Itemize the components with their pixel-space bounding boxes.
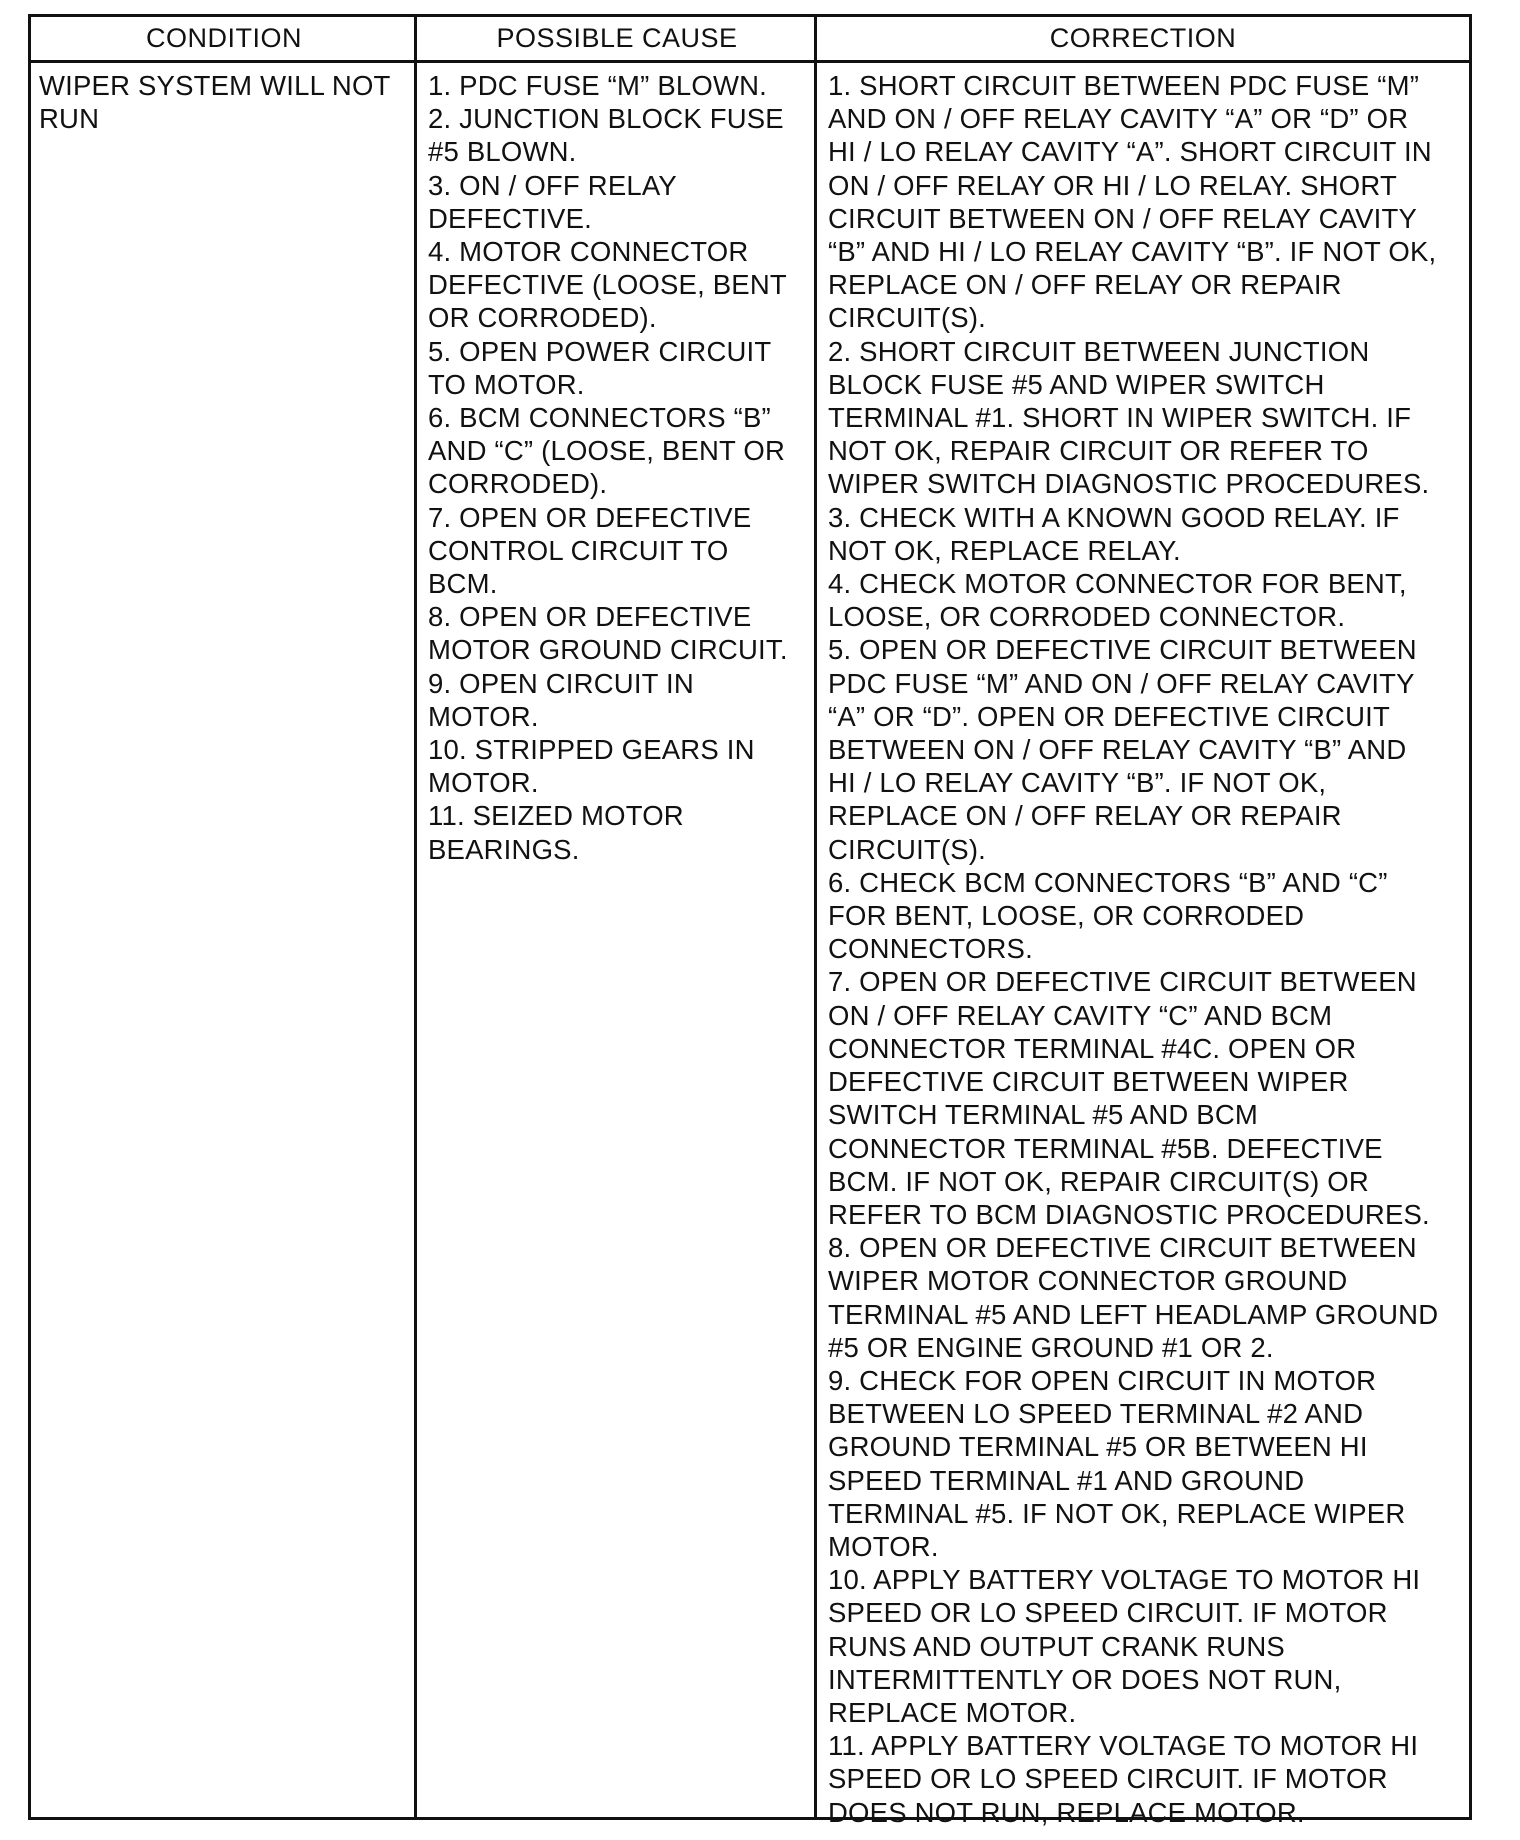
text-line: 5. OPEN OR DEFECTIVE CIRCUIT BETWEEN <box>828 634 1417 666</box>
text-line: ON / OFF RELAY CAVITY “C” AND BCM <box>828 999 1333 1031</box>
text-line: 6. BCM CONNECTORS “B” <box>428 402 771 434</box>
text-line: CONNECTOR TERMINAL #4C. OPEN OR <box>828 1032 1357 1064</box>
text-line: INTERMITTENTLY OR DOES NOT RUN, <box>828 1663 1342 1695</box>
text-line: BCM. IF NOT OK, REPAIR CIRCUIT(S) OR <box>828 1165 1369 1197</box>
text-line: SPEED TERMINAL #1 AND GROUND <box>828 1464 1305 1496</box>
text-line: DOES NOT RUN, REPLACE MOTOR. <box>828 1796 1305 1828</box>
text-line: 1. SHORT CIRCUIT BETWEEN PDC FUSE “M” <box>828 70 1420 101</box>
text-line: #5 BLOWN. <box>428 136 577 168</box>
column-divider <box>414 17 417 1817</box>
text-line: HI / LO RELAY CAVITY “A”. SHORT CIRCUIT IN <box>828 136 1432 168</box>
text-line: “A” OR “D”. OPEN OR DEFECTIVE CIRCUIT <box>828 700 1390 732</box>
text-line: 9. CHECK FOR OPEN CIRCUIT IN MOTOR <box>828 1364 1377 1396</box>
text-line: #5 OR ENGINE GROUND #1 OR 2. <box>828 1331 1274 1363</box>
text-line: CIRCUIT(S). <box>828 302 987 334</box>
text-line: 7. OPEN OR DEFECTIVE <box>428 501 752 533</box>
text-line: RUNS AND OUTPUT CRANK RUNS <box>828 1630 1285 1662</box>
text-line: GROUND TERMINAL #5 OR BETWEEN HI <box>828 1431 1368 1463</box>
text-line: PDC FUSE “M” AND ON / OFF RELAY CAVITY <box>828 667 1415 699</box>
text-line: MOTOR GROUND CIRCUIT. <box>428 634 788 666</box>
text-line: REPLACE ON / OFF RELAY OR REPAIR <box>828 269 1342 301</box>
text-line: BETWEEN LO SPEED TERMINAL #2 AND <box>828 1398 1364 1430</box>
correction-cell <box>828 69 1468 1829</box>
text-line: NOT OK, REPAIR CIRCUIT OR REFER TO <box>828 435 1369 467</box>
text-line: CONNECTORS. <box>828 933 1033 965</box>
diagnosis-table <box>28 14 1472 1828</box>
text-line: AND ON / OFF RELAY CAVITY “A” OR “D” OR <box>828 103 1409 135</box>
text-line: DEFECTIVE. <box>428 202 592 234</box>
text-line: CIRCUIT(S). <box>828 833 987 865</box>
table-header-row <box>31 17 1469 63</box>
text-line: BEARINGS. <box>428 833 580 865</box>
header-possible-cause: POSSIBLE CAUSE <box>496 23 738 53</box>
condition-cell <box>39 69 409 135</box>
text-line: LOOSE, OR CORRODED CONNECTOR. <box>828 601 1346 633</box>
text-line: DEFECTIVE (LOOSE, BENT <box>428 269 787 301</box>
text-line: REPLACE MOTOR. <box>828 1696 1077 1728</box>
text-line: BLOCK FUSE #5 AND WIPER SWITCH <box>828 368 1325 400</box>
text-line: TERMINAL #5 AND LEFT HEADLAMP GROUND <box>828 1298 1439 1330</box>
text-line: SPEED OR LO SPEED CIRCUIT. IF MOTOR <box>828 1763 1388 1795</box>
text-line: 9. OPEN CIRCUIT IN <box>428 667 694 699</box>
text-line: 8. OPEN OR DEFECTIVE CIRCUIT BETWEEN <box>828 1232 1417 1264</box>
text-line: AND “C” (LOOSE, BENT OR <box>428 435 786 467</box>
text-line: NOT OK, REPLACE RELAY. <box>828 534 1181 566</box>
text-line: CONTROL CIRCUIT TO <box>428 534 729 566</box>
text-line: “B” AND HI / LO RELAY CAVITY “B”. IF NOT OK, <box>828 236 1437 268</box>
possible-cause-cell <box>428 69 808 866</box>
text-line: 4. MOTOR CONNECTOR <box>428 236 749 268</box>
text-line: WIPER MOTOR CONNECTOR GROUND <box>828 1265 1348 1297</box>
text-line: CIRCUIT BETWEEN ON / OFF RELAY CAVITY <box>828 202 1418 234</box>
text-line: TERMINAL #5. IF NOT OK, REPLACE WIPER <box>828 1497 1406 1529</box>
text-line: TO MOTOR. <box>428 368 585 400</box>
text-line: 10. APPLY BATTERY VOLTAGE TO MOTOR HI <box>828 1564 1421 1596</box>
column-divider <box>814 17 817 1817</box>
text-line: WIPER SYSTEM WILL NOT <box>39 70 391 101</box>
text-line: 3. CHECK WITH A KNOWN GOOD RELAY. IF <box>828 501 1400 533</box>
text-line: 10. STRIPPED GEARS IN <box>428 734 755 766</box>
text-line: BCM. <box>428 568 498 600</box>
text-line: MOTOR. <box>428 700 539 732</box>
text-line: FOR BENT, LOOSE, OR CORRODED <box>828 900 1305 932</box>
text-line: 11. APPLY BATTERY VOLTAGE TO MOTOR HI <box>828 1730 1419 1762</box>
text-line: SPEED OR LO SPEED CIRCUIT. IF MOTOR <box>828 1597 1388 1629</box>
text-line: 7. OPEN OR DEFECTIVE CIRCUIT BETWEEN <box>828 966 1417 998</box>
text-line: 8. OPEN OR DEFECTIVE <box>428 601 752 633</box>
header-condition: CONDITION <box>146 23 302 53</box>
text-line: DEFECTIVE CIRCUIT BETWEEN WIPER <box>828 1066 1349 1098</box>
text-line: BETWEEN ON / OFF RELAY CAVITY “B” AND <box>828 734 1407 766</box>
text-line: 4. CHECK MOTOR CONNECTOR FOR BENT, <box>828 568 1407 600</box>
text-line: WIPER SWITCH DIAGNOSTIC PROCEDURES. <box>828 468 1430 500</box>
text-line: REFER TO BCM DIAGNOSTIC PROCEDURES. <box>828 1198 1430 1230</box>
text-line: 6. CHECK BCM CONNECTORS “B” AND “C” <box>828 866 1388 898</box>
text-line: MOTOR. <box>828 1530 939 1562</box>
text-line: OR CORRODED). <box>428 302 657 334</box>
text-line: REPLACE ON / OFF RELAY OR REPAIR <box>828 800 1342 832</box>
text-line: CORRODED). <box>428 468 608 500</box>
text-line: HI / LO RELAY CAVITY “B”. IF NOT OK, <box>828 767 1327 799</box>
text-line: CONNECTOR TERMINAL #5B. DEFECTIVE <box>828 1132 1383 1164</box>
text-line: 11. SEIZED MOTOR <box>428 800 684 832</box>
text-line: SWITCH TERMINAL #5 AND BCM <box>828 1099 1258 1131</box>
header-correction: CORRECTION <box>1049 23 1237 53</box>
text-line: 2. JUNCTION BLOCK FUSE <box>428 103 784 135</box>
text-line: 5. OPEN POWER CIRCUIT <box>428 335 772 367</box>
text-line: RUN <box>39 103 100 135</box>
text-line: TERMINAL #1. SHORT IN WIPER SWITCH. IF <box>828 402 1412 434</box>
text-line: 2. SHORT CIRCUIT BETWEEN JUNCTION <box>828 335 1370 367</box>
text-line: MOTOR. <box>428 767 539 799</box>
text-line: 1. PDC FUSE “M” BLOWN. <box>428 70 768 101</box>
text-line: 3. ON / OFF RELAY <box>428 169 677 201</box>
text-line: ON / OFF RELAY OR HI / LO RELAY. SHORT <box>828 169 1397 201</box>
